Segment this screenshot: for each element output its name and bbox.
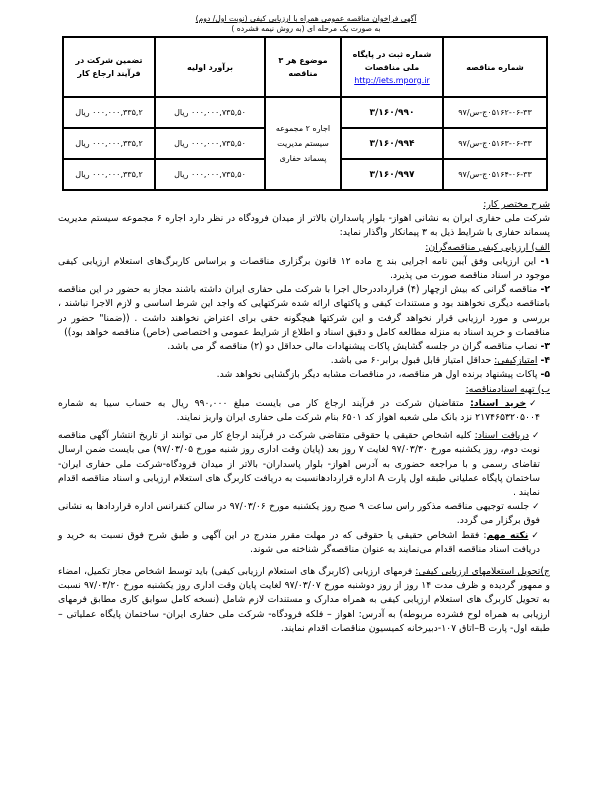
notice-title: آگهی فراخوان مناقصه عمومی همراه با ارزیابی کیفی (نوبت اول/ دوم) <box>195 14 417 23</box>
item-number: ۱- <box>540 255 551 267</box>
item-text: متقاضیان شرکت در فرآیند ارجاع کار می بایست مبلغ ۹۹۰,۰۰۰ ریال به حساب سیبا به شماره ۲۱۷۴۶۵۳۲۰۵۰۰۴ نزد بانک ملی شعبه اهواز کد ۶۵۰۱ بنام شرکت ملی حفاری ایران واریز نمایند. <box>58 397 540 424</box>
col-estimate: برآورد اولیه <box>155 37 265 97</box>
item-text: : فقط اشخاص حقیقی یا حقوقی که در مهلت مقرر مندرج در این آگهی و طبق شرح فوق نسبت به خرید و دریافت اسناد مناقصه اقدام می‌نمایند به عنوان مناقصه‌گر شناخته می شوند. <box>58 529 540 555</box>
table-row <box>63 97 547 128</box>
section-b-heading: ب) تهیه اسنادمناقصه: <box>465 383 550 395</box>
notice-header <box>0 14 612 34</box>
estimate-cell: ۰۰۰,۰۰۰,۷۳۵,۵۰ ریال <box>155 159 265 190</box>
check-mark-icon: ✓ <box>531 431 540 442</box>
item-label: دریافت اسناد: <box>474 430 529 442</box>
subject-cell: اجاره ۲ مجموعه سیستم مدیریت پسماند حفاری <box>265 97 341 190</box>
section-b-item-1 <box>58 397 550 425</box>
item-text: این ارزیابی وفق آیین نامه اجرایی بند ج ماده ۱۲ قانون برگزاری مناقصات و براساس کاربرگ‌های استعلام ارزیابی کیفی موجود در اسناد مناقصه صورت می پذیرد. <box>58 255 550 282</box>
guarantee-cell: ۰۰۰,۰۰۰,۳۳۵,۲ ریال <box>63 128 155 159</box>
section-a-item-5 <box>58 368 550 382</box>
notice-body <box>58 198 550 636</box>
item-number: ۲- <box>540 284 550 296</box>
item-text: نصاب مناقصه گران در جلسه گشایش پاکات پیشنهادات مالی حداقل دو (۲) مناقصه گر می باشد. <box>167 341 538 353</box>
check-mark-icon: ✓ <box>529 398 541 409</box>
portal-link[interactable]: http://iets.mporg.ir <box>354 75 430 85</box>
col-subject: موضوع هر ۳ مناقصه <box>265 37 341 97</box>
item-number: ۵- <box>540 369 550 381</box>
item-text: حداقل امتیاز قابل قبول برابر۶۰ می باشد. <box>330 355 495 367</box>
tender-number-cell: ۰۵۱۶۲-۰۶-۳۳ج-س/۹۷ <box>443 97 547 128</box>
col-portal-label: شماره ثبت در پایگاه ملی مناقصات <box>352 49 432 72</box>
col-guarantee: تضمین شرکت در فرآیند ارجاع کار <box>63 37 155 97</box>
guarantee-cell: ۰۰۰,۰۰۰,۳۳۵,۲ ریال <box>63 97 155 128</box>
portal-number-cell: ۳/۱۶۰/۹۹۴ <box>341 128 443 159</box>
tender-number-cell: ۰۵۱۶۳-۰۶-۳۳ج-س/۹۷ <box>443 128 547 159</box>
section-c-text: فرمهای ارزیابی (کاربرگ های استعلام ارزیابی کیفی) باید توسط اشخاص مجاز تکمیل، امضاء و ممهور گردیده و ظرف مدت ۱۴ روز از روز دوشنبه مورخ ۹۷/۰۳/۰۷ لغایت پایان وقت اداری روز یکشنبه مورخ ۹۷/۰۳/۲۰ نسبت به تحویل کاربرگ های استعلام ارزیابی کیفی به همراه مدارک و مستندات لازم شامل (نسخه کامل سوابق کاری مطابق فرمهای ارزیابی به همراه لوح فشرده مربوطه) به آدرس: اهواز – فلکه فرودگاه- شرکت ملی حفاری ایران- ساختمان پایگاه عملیاتی –طبقه اول- پارت B–اتاق ۱۰۷-دبیرخانه کمیسیون مناقصات اقدام نمایند. <box>58 566 550 634</box>
item-label: خرید اسناد: <box>470 397 527 409</box>
estimate-cell: ۰۰۰,۰۰۰,۷۳۵,۵۰ ریال <box>155 97 265 128</box>
section-c-heading: ج)تحویل استعلامهای ارزیابی کیفی: <box>415 566 550 578</box>
portal-number-cell: ۳/۱۶۰/۹۹۰ <box>341 97 443 128</box>
col-tender-number: شماره مناقصه <box>443 37 547 97</box>
item-number: ۴- <box>540 355 550 367</box>
section-a-item-4 <box>58 354 550 368</box>
notice-subtitle: به صورت یک مرحله ای (به روش نیمه فشرده ) <box>231 24 381 33</box>
item-number: ۳- <box>540 341 550 353</box>
item-label: نکته مهم <box>486 529 529 541</box>
item-label: امتیازکیفی: <box>494 355 538 367</box>
tender-number-cell: ۰۵۱۶۴-۰۶-۳۳ج-س/۹۷ <box>443 159 547 190</box>
check-mark-icon: ✓ <box>532 502 540 513</box>
portal-number-cell: ۳/۱۶۰/۹۹۷ <box>341 159 443 190</box>
section-b-item-3 <box>58 500 550 528</box>
item-text: پاکات پیشنهاد برنده اول هر مناقصه، در مناقصات مشابه دیگر بازگشایی نخواهد شد. <box>216 369 538 381</box>
tender-table <box>62 36 548 191</box>
section-a-item-2 <box>58 283 550 340</box>
section-a-item-3 <box>58 340 550 354</box>
estimate-cell: ۰۰۰,۰۰۰,۷۳۵,۵۰ ریال <box>155 128 265 159</box>
section-c <box>58 565 550 636</box>
section-a-item-1 <box>58 255 550 283</box>
section-a-heading: الف) ارزیابی کیفی مناقصه‌گران: <box>425 241 550 253</box>
item-text: جلسه توجیهی مناقصه مذکور راس ساعت ۹ صبح روز یکشنبه مورخ ۹۷/۰۳/۰۶ در سالن کنفرانس اداره قراردادها به نشانی فوق برگزار می گردد. <box>58 501 540 527</box>
summary-heading: شرح مختصر کار: <box>483 199 550 210</box>
guarantee-cell: ۰۰۰,۰۰۰,۳۳۵,۲ ریال <box>63 159 155 190</box>
col-portal-number <box>341 37 443 97</box>
summary-text: شرکت ملی حفاری ایران به نشانی اهواز- بلوار پاسداران بالاتر از میدان فرودگاه در نظر دارد اجاره ۶ مجموعه سیستم مدیریت پسماند حفاری با شرایط ذیل به ۳ پیمانکار واگذار نماید: <box>58 213 551 239</box>
tender-table-header-row <box>63 37 547 97</box>
item-text: مناقصه گرانی که بیش ازچهار (۴) قرارداددرحال اجرا با شرکت ملی حفاری ایران داشته باشند مجاز به حضور در این مناقصه بامناقصه دیگری نخواهند بود و مستندات کیفی و پاکتهای ارائه شده شرکتهایی که واجد این شرط اساسی و لازم الاجرا نباشند ، بررسی و مورد ارزیابی قرار نخواهد گرفت و این شرکتها هیچگونه حقی برای اعتراض نخواهند داشت . ((ضمنا" حضور در مناقصات و خرید اسناد به منزله مطالعه کامل و دقیق اسناد و اطلاع از شرایط عمومی و اختصاصی (خاص) مناقصه خواهد بود)) <box>58 284 550 338</box>
item-text: کلیه اشخاص حقیقی یا حقوقی متقاضی شرکت در فرآیند ارجاع کار می توانند از تاریخ انتشار آگهی مناقصه نوبت دوم، روز یکشنبه مورخ ۹۷/۰۳/۳۰ لغایت ۷ روز بعد (پایان وقت اداری روز شنبه مورخ ۹۷/۰۳/۰۵) می بایست ضمن ارسال تقاضای رسمی و با مراجعه حضوری به آدرس اهواز- بلوار پاسداران- بالاتر از میدان فرودگاه-شرکت ملی حفاری ایران- ساختمان پایگاه عملیاتی طبقه اول پارت A اداره قراردادهانسبت به دریافت کاربرگ های استعلام ارزیابی و اسناد مناقصه اقدام نمایند . <box>58 430 541 499</box>
check-mark-icon: ✓ <box>531 530 540 541</box>
section-b-item-2 <box>58 429 550 500</box>
section-b-item-4 <box>58 529 550 557</box>
